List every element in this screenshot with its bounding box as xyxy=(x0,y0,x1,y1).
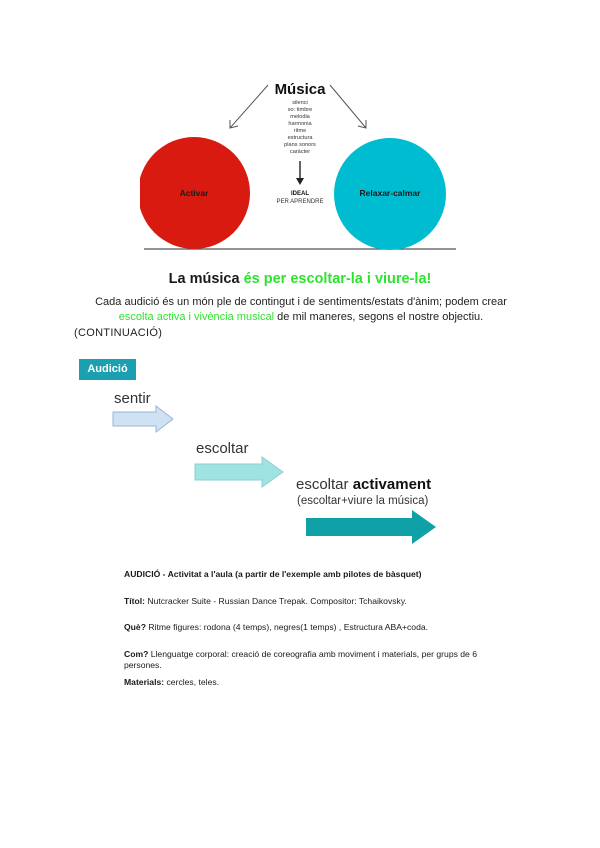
intro-paragraph xyxy=(86,295,516,325)
step-subtitle: (escoltar+viure la música) xyxy=(297,495,429,507)
audicio-badge: Audició xyxy=(79,359,136,380)
element-item: melodia xyxy=(290,114,310,120)
relaxar-label: Relaxar-calmar xyxy=(359,188,421,198)
que-label: Què? xyxy=(124,622,146,632)
continuacio-label: (CONTINUACIÓ) xyxy=(74,327,163,339)
music-diagram xyxy=(140,70,458,255)
element-item: plans sonors xyxy=(284,142,316,148)
step-sentir: sentir xyxy=(114,390,151,407)
teal-arrow-icon xyxy=(306,510,436,544)
activity-com xyxy=(124,649,484,671)
que-text: Ritme figures: rodona (4 temps), negres(1 temps) , Estructura ABA+coda. xyxy=(145,622,429,632)
per-aprendre-label: PER APRENDRE xyxy=(276,199,324,205)
intro-green: escolta activa i vivència musical xyxy=(118,311,275,323)
activity-heading: AUDICIÓ - Activitat a l'aula (a partir de l'exemple amb pilotes de bàsquet) xyxy=(124,569,422,579)
element-item: harmonia xyxy=(288,121,312,127)
ideal-label: IDEAL xyxy=(291,191,309,197)
activity-titol xyxy=(124,596,407,606)
right-arrow xyxy=(330,85,366,128)
down-arrow xyxy=(296,161,304,185)
com-text: Llenguatge corporal: creació de coreografia amb moviment i materials, per grups de 6 persones. xyxy=(124,649,478,670)
activity-materials xyxy=(124,677,219,687)
headline-part1: La música xyxy=(168,271,244,287)
element-item: caràcter xyxy=(289,149,311,155)
titol-label: Títol: xyxy=(124,596,145,606)
element-item: ritme xyxy=(293,128,307,134)
step-escoltar: escoltar xyxy=(196,440,249,457)
activity-que xyxy=(124,622,428,632)
light-blue-arrow-icon xyxy=(112,405,174,433)
left-arrow xyxy=(230,85,268,128)
intro-part1: Cada audició és un món ple de contingut i de sentiments/estats d'ànim; podem crear xyxy=(95,296,507,308)
step-activament-normal: escoltar xyxy=(296,476,353,493)
headline xyxy=(0,271,600,287)
element-item: so: timbre xyxy=(287,107,313,113)
materials-label: Materials: xyxy=(124,677,165,687)
intro-part2: de mil maneres, segons el nostre objectiu. xyxy=(274,311,484,323)
step-activament xyxy=(296,476,431,493)
element-item: estructura xyxy=(287,135,313,141)
com-label: Com? xyxy=(124,649,149,659)
step-activament-bold: activament xyxy=(352,476,432,493)
materials-text: cercles, teles. xyxy=(164,677,220,687)
activar-label: Activar xyxy=(179,188,209,198)
headline-part2: és per escoltar-la i viure-la! xyxy=(243,271,432,287)
mint-arrow-icon xyxy=(194,456,284,488)
element-item: silenci xyxy=(292,100,308,106)
musica-title: Música xyxy=(274,81,326,98)
titol-text: Nutcracker Suite - Russian Dance Trepak. Compositor: Tchaikovsky. xyxy=(145,596,407,606)
